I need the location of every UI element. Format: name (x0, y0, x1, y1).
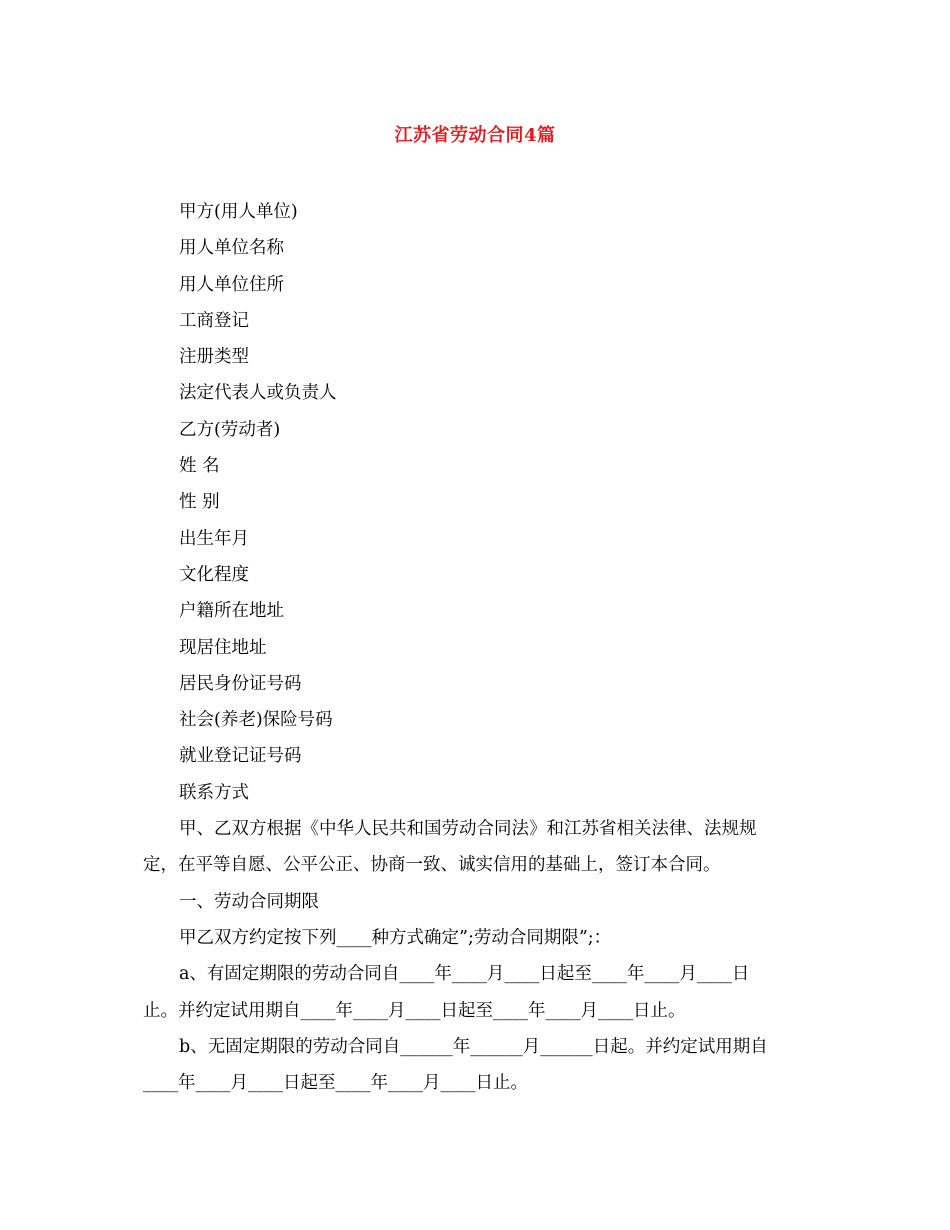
text-line: 文化程度 (179, 564, 249, 585)
text-line: 姓 名 (179, 456, 220, 477)
text-line: 甲方(用人单位) (179, 202, 298, 222)
text-line: 性 别 (179, 492, 220, 513)
text-line: 甲、乙双方根据《中华人民共和国劳动合同法》和江苏省相关法律、法规规 (179, 819, 757, 840)
text-line: b、无固定期限的劳动合同自______年______月______日起。并约定试用期自 (179, 1036, 768, 1057)
text-line: 甲乙双方约定按下列____种方式确定”;劳动合同期限”;： (179, 927, 612, 948)
text-line: 法定代表人或负责人 (179, 383, 337, 404)
text-line: 注册类型 (179, 347, 249, 368)
text-line: 出生年月 (179, 528, 249, 549)
text-line: ____年____月____日起至____年____月____日止。 (143, 1073, 528, 1094)
text-line: 现居住地址 (179, 637, 267, 658)
document-title: 江苏省劳动合同4篇 (394, 125, 556, 146)
text-line: 止。并约定试用期自____年____月____日起至____年____月____日止。 (143, 1000, 686, 1021)
text-line: 乙方(劳动者) (179, 419, 281, 440)
text-line: 就业登记证号码 (179, 746, 302, 767)
text-line: 居民身份证号码 (179, 673, 302, 694)
text-line: 户籍所在地址 (179, 601, 284, 622)
text-line: 工商登记 (179, 310, 249, 331)
text-line: 联系方式 (179, 782, 249, 803)
text-line: 一、劳动合同期限 (179, 891, 319, 912)
text-line: 定，在平等自愿、公平公正、协商一致、诚实信用的基础上，签订本合同。 (143, 855, 721, 876)
text-line: 用人单位名称 (179, 238, 284, 259)
document-body (143, 194, 803, 1101)
text-line: 用人单位住所 (179, 274, 284, 295)
text-line: a、有固定期限的劳动合同自____年____月____日起至____年____月____日 (179, 964, 750, 985)
text-line: 社会(养老)保险号码 (179, 710, 333, 731)
